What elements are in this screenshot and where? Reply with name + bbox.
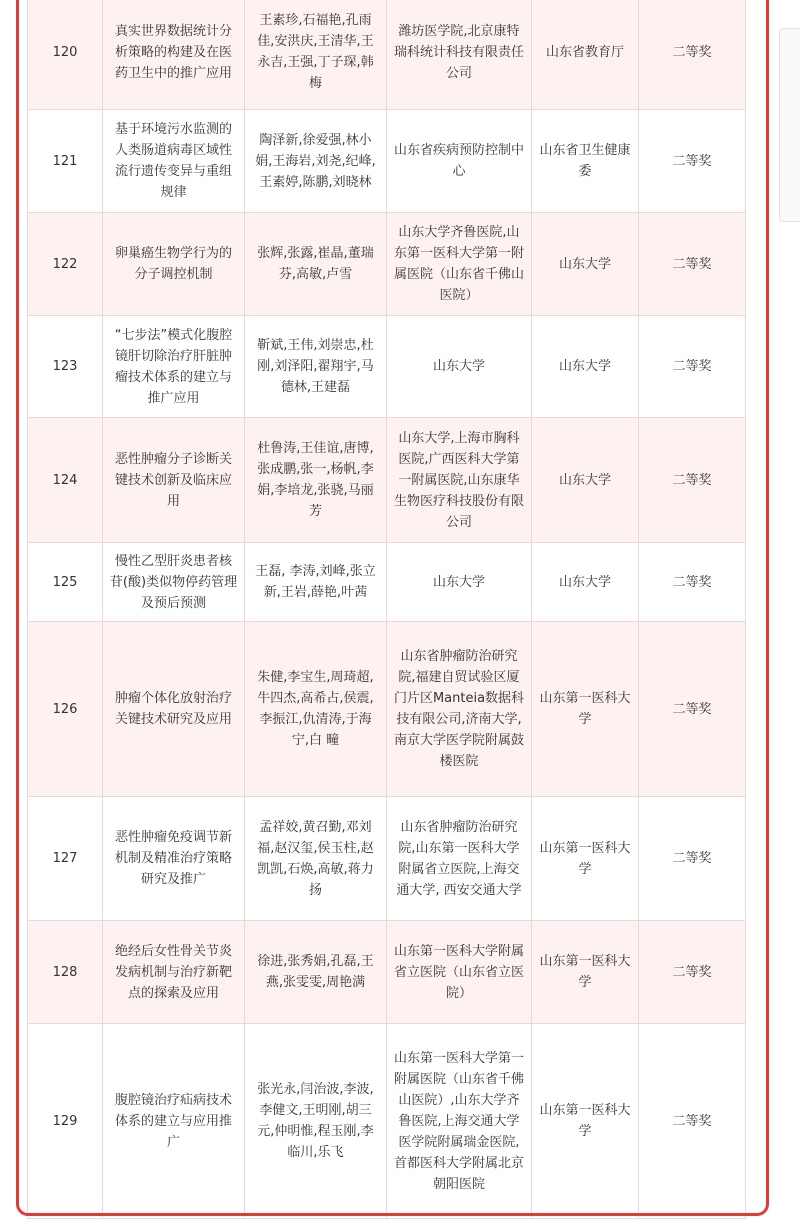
table-row (28, 622, 746, 797)
completers: 王磊, 李涛,刘峰,张立新,王岩,薛艳,叶茜 (245, 543, 387, 622)
completing-units: 山东大学 (387, 316, 532, 418)
award-level: 二等奖 (639, 110, 746, 213)
project-title: 慢性乙型肝炎患者核苷(酸)类似物停药管理及预后预测 (103, 543, 245, 622)
table-row (28, 797, 746, 921)
project-title: 基于环境污水监测的人类肠道病毒区域性流行遗传变异与重组规律 (103, 110, 245, 213)
completers: 王素珍,石福艳,孔雨佳,安洪庆,王清华,王永吉,王强,丁子琛,韩梅 (245, 0, 387, 110)
completing-units: 山东省肿瘤防治研究院,福建自贸试验区厦门片区Manteia数据科技有限公司,济南大学,南京大学医学院附属鼓楼医院 (387, 622, 532, 797)
completing-units: 山东省肿瘤防治研究院,山东第一医科大学附属省立医院,上海交通大学, 西安交通大学 (387, 797, 532, 921)
nominating-unit: 山东第一医科大学 (532, 797, 639, 921)
project-title: 恶性肿瘤免疫调节新机制及精准治疗策略研究及推广 (103, 797, 245, 921)
nominating-unit: 山东大学 (532, 316, 639, 418)
award-level: 二等奖 (639, 316, 746, 418)
project-title: 卵巢癌生物学行为的分子调控机制 (103, 213, 245, 316)
row-number: 125 (28, 543, 103, 622)
row-number: 120 (28, 0, 103, 110)
completing-units: 山东大学,上海市胸科医院,广西医科大学第一附属医院,山东康华生物医疗科技股份有限公司 (387, 418, 532, 543)
project-title: 绝经后女性骨关节炎发病机制与治疗新靶点的探索及应用 (103, 921, 245, 1024)
completers: 张辉,张露,崔晶,董瑞芬,高敏,卢雪 (245, 213, 387, 316)
table-row (28, 418, 746, 543)
nominating-unit: 山东省教育厅 (532, 0, 639, 110)
awards-table (27, 0, 746, 1219)
award-level: 二等奖 (639, 1024, 746, 1219)
nominating-unit: 山东第一医科大学 (532, 622, 639, 797)
table-row (28, 921, 746, 1024)
award-level: 二等奖 (639, 921, 746, 1024)
award-level: 二等奖 (639, 622, 746, 797)
nominating-unit: 山东第一医科大学 (532, 921, 639, 1024)
nominating-unit: 山东大学 (532, 418, 639, 543)
row-number: 121 (28, 110, 103, 213)
nominating-unit: 山东大学 (532, 543, 639, 622)
project-title: 肿瘤个体化放射治疗关键技术研究及应用 (103, 622, 245, 797)
nominating-unit: 山东大学 (532, 213, 639, 316)
completers: 徐进,张秀娟,孔磊,王燕,张雯雯,周艳满 (245, 921, 387, 1024)
award-level: 二等奖 (639, 0, 746, 110)
table-row (28, 316, 746, 418)
award-level: 二等奖 (639, 797, 746, 921)
row-number: 126 (28, 622, 103, 797)
row-number: 129 (28, 1024, 103, 1219)
completing-units: 山东第一医科大学附属省立医院（山东省立医院） (387, 921, 532, 1024)
project-title: “七步法”模式化腹腔镜肝切除治疗肝脏肿瘤技术体系的建立与推广应用 (103, 316, 245, 418)
project-title: 腹腔镜治疗疝病技术体系的建立与应用推广 (103, 1024, 245, 1219)
row-number: 122 (28, 213, 103, 316)
award-level: 二等奖 (639, 418, 746, 543)
completing-units: 山东省疾病预防控制中心 (387, 110, 532, 213)
table-row (28, 0, 746, 110)
award-level: 二等奖 (639, 213, 746, 316)
side-panel (779, 28, 800, 222)
completing-units: 潍坊医学院,北京康特瑞科统计科技有限责任公司 (387, 0, 532, 110)
completers: 陶泽新,徐爱强,林小娟,王海岩,刘尧,纪峰,王素婷,陈鹏,刘晓林 (245, 110, 387, 213)
project-title: 恶性肿瘤分子诊断关键技术创新及临床应用 (103, 418, 245, 543)
nominating-unit: 山东省卫生健康委 (532, 110, 639, 213)
table-row (28, 543, 746, 622)
completers: 张光永,闫治波,李波,李健文,王明刚,胡三元,仲明惟,程玉刚,李临川,乐飞 (245, 1024, 387, 1219)
completers: 朱健,李宝生,周琦超,牛四杰,高希占,侯震,李振江,仇清涛,于海宁,白 疃 (245, 622, 387, 797)
completers: 孟祥姣,黄召勤,邓刘福,赵汉玺,侯玉柱,赵凯凯,石焕,高敏,蒋力扬 (245, 797, 387, 921)
row-number: 128 (28, 921, 103, 1024)
completing-units: 山东第一医科大学第一附属医院（山东省千佛山医院）,山东大学齐鲁医院,上海交通大学医学院附属瑞金医院,首都医科大学附属北京朝阳医院 (387, 1024, 532, 1219)
table-row (28, 1024, 746, 1219)
completers: 杜鲁涛,王佳谊,唐博,张成鹏,张一,杨帆,李娟,李培龙,张骁,马丽芳 (245, 418, 387, 543)
completers: 靳斌,王伟,刘崇忠,杜刚,刘泽阳,翟翔宇,马德林,王建磊 (245, 316, 387, 418)
completing-units: 山东大学齐鲁医院,山东第一医科大学第一附属医院（山东省千佛山医院） (387, 213, 532, 316)
award-level: 二等奖 (639, 543, 746, 622)
row-number: 127 (28, 797, 103, 921)
completing-units: 山东大学 (387, 543, 532, 622)
row-number: 123 (28, 316, 103, 418)
project-title: 真实世界数据统计分析策略的构建及在医药卫生中的推广应用 (103, 0, 245, 110)
table-row (28, 213, 746, 316)
row-number: 124 (28, 418, 103, 543)
nominating-unit: 山东第一医科大学 (532, 1024, 639, 1219)
table-row (28, 110, 746, 213)
